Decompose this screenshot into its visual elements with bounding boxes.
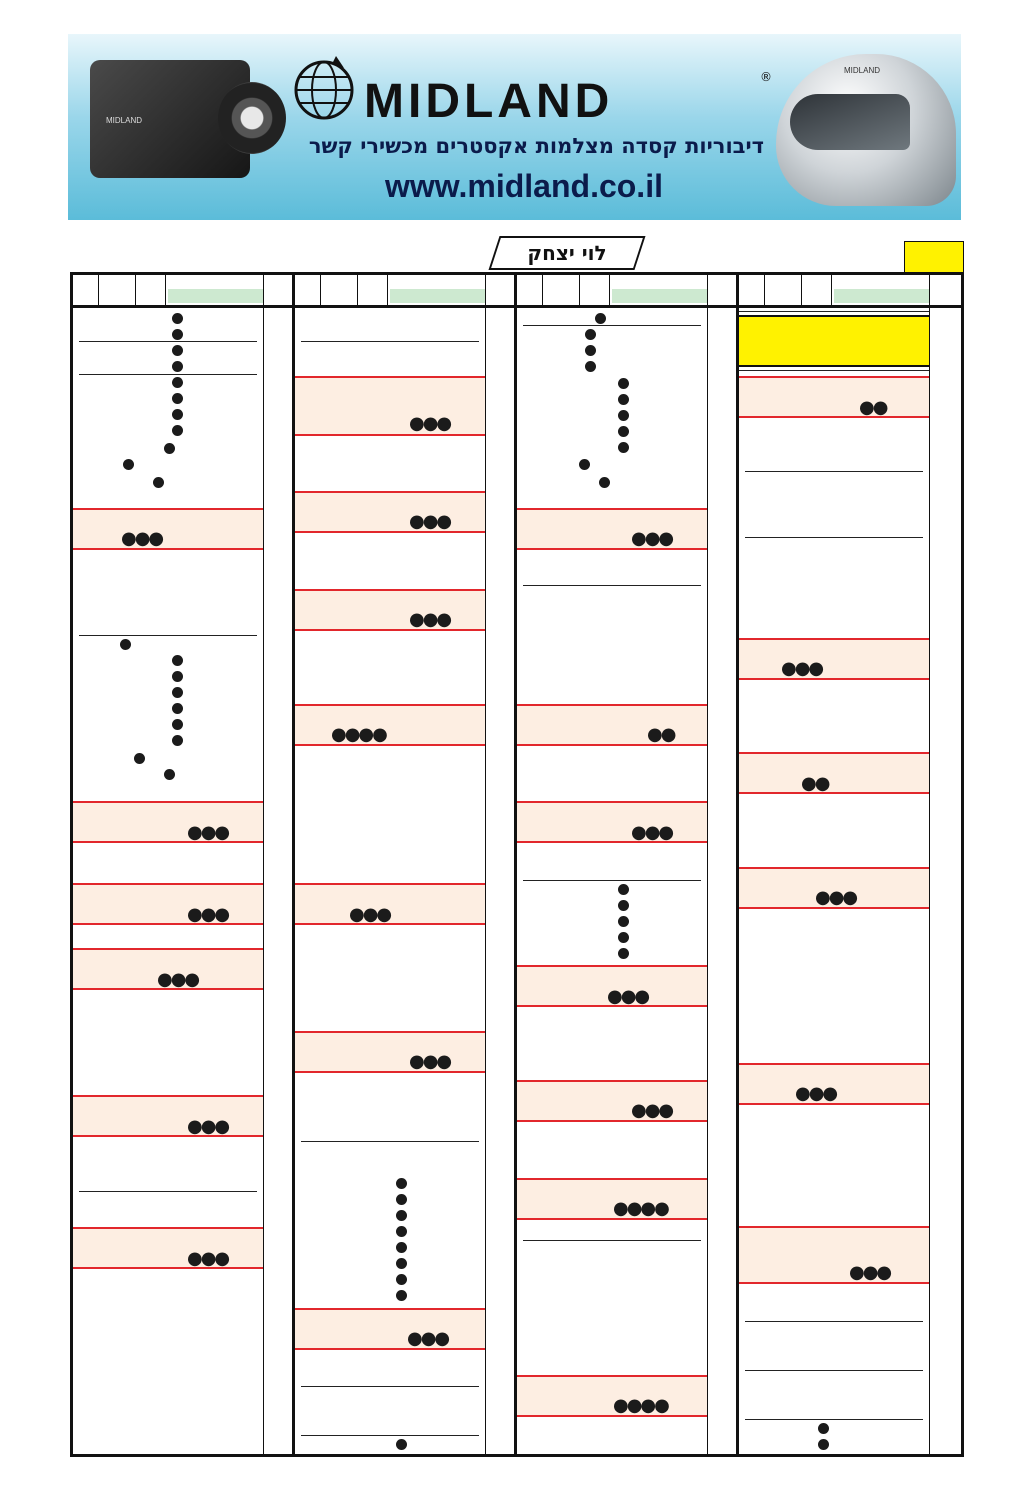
header-green-bar bbox=[612, 289, 707, 303]
bullet-dot bbox=[818, 1439, 829, 1450]
header-cell-divider bbox=[387, 275, 388, 305]
bullet-dot bbox=[599, 477, 610, 488]
text-rule bbox=[745, 1321, 923, 1322]
author-label bbox=[488, 236, 645, 270]
bullet-dot bbox=[172, 393, 183, 404]
banner-url-link[interactable]: www.midland.co.il bbox=[385, 168, 663, 204]
bullet-dots: ●●●● bbox=[331, 724, 386, 745]
header-cell-divider bbox=[165, 275, 166, 305]
margin-rule bbox=[707, 275, 708, 1455]
highlight-band bbox=[517, 1080, 707, 1122]
camera-logo-text: MIDLAND bbox=[106, 116, 143, 125]
bullet-dots: ●●● bbox=[631, 1100, 673, 1121]
text-rule bbox=[523, 880, 701, 881]
bullet-dots: ●●● bbox=[849, 1262, 891, 1283]
header-cell-divider bbox=[609, 275, 610, 305]
header-green-bar bbox=[834, 289, 929, 303]
bullet-dots: ●●● bbox=[409, 511, 451, 532]
bullet-dots: ●●● bbox=[187, 1116, 229, 1137]
bullet-dot bbox=[618, 916, 629, 927]
highlight-band bbox=[517, 704, 707, 746]
bullet-dots: ●●●● bbox=[613, 1395, 668, 1416]
advertisement-banner[interactable] bbox=[68, 34, 961, 220]
bullet-dots: ●●● bbox=[631, 528, 673, 549]
bullet-dots: ●●● bbox=[407, 1328, 449, 1349]
text-rule bbox=[79, 1191, 257, 1192]
bullet-dots: ●● bbox=[647, 724, 675, 745]
column-divider bbox=[292, 275, 295, 1455]
bullet-dots: ●● bbox=[859, 397, 887, 418]
bullet-dot bbox=[172, 719, 183, 730]
bullet-dot bbox=[172, 361, 183, 372]
text-rule bbox=[523, 1240, 701, 1241]
bullet-dot bbox=[396, 1274, 407, 1285]
highlight-band bbox=[295, 1031, 485, 1073]
bullet-dot bbox=[396, 1439, 407, 1450]
margin-rule bbox=[929, 275, 930, 1455]
header-cell-divider bbox=[135, 275, 136, 305]
bullet-dot bbox=[396, 1194, 407, 1205]
column-divider bbox=[514, 275, 517, 1455]
bullet-dots: ●●● bbox=[795, 1083, 837, 1104]
bullet-dot bbox=[396, 1226, 407, 1237]
highlight-band bbox=[73, 801, 263, 843]
header-cell-divider bbox=[579, 275, 580, 305]
highlight-band bbox=[295, 1308, 485, 1350]
bullet-dot bbox=[396, 1290, 407, 1301]
bullet-dot bbox=[172, 703, 183, 714]
text-rule bbox=[745, 1419, 923, 1420]
bullet-dot bbox=[396, 1210, 407, 1221]
bullet-dot bbox=[618, 884, 629, 895]
highlight-band bbox=[517, 801, 707, 843]
bullet-dots: ●●● bbox=[409, 609, 451, 630]
bullet-dot bbox=[172, 671, 183, 682]
bullet-dots: ●●● bbox=[349, 904, 391, 925]
bullet-dot bbox=[396, 1258, 407, 1269]
header-cell-divider bbox=[320, 275, 321, 305]
header-green-bar bbox=[390, 289, 485, 303]
highlight-band bbox=[73, 1095, 263, 1137]
bullet-dot bbox=[579, 459, 590, 470]
bullet-dot bbox=[595, 313, 606, 324]
globe-icon bbox=[286, 50, 362, 126]
bullet-dot bbox=[172, 735, 183, 746]
bullet-dot bbox=[818, 1423, 829, 1434]
highlight-band bbox=[517, 1178, 707, 1220]
bullet-dot bbox=[618, 378, 629, 389]
highlight-band bbox=[739, 752, 929, 794]
yellow-highlight-box bbox=[739, 315, 929, 367]
bullet-dot bbox=[618, 932, 629, 943]
highlight-band bbox=[739, 1226, 929, 1284]
bullet-dots: ●●●● bbox=[613, 1198, 668, 1219]
highlight-band bbox=[73, 508, 263, 550]
text-rule bbox=[301, 1141, 479, 1142]
text-rule bbox=[745, 537, 923, 538]
bullet-dot bbox=[585, 345, 596, 356]
bullet-dot bbox=[172, 687, 183, 698]
bullet-dot bbox=[172, 409, 183, 420]
text-rule bbox=[301, 1435, 479, 1436]
bullet-dot bbox=[172, 313, 183, 324]
highlight-band bbox=[739, 376, 929, 418]
header-rule bbox=[73, 305, 961, 308]
bullet-dot bbox=[618, 426, 629, 437]
bullet-dots: ●●● bbox=[157, 969, 199, 990]
margin-rule bbox=[485, 275, 486, 1455]
bullet-dot bbox=[164, 769, 175, 780]
bullet-dot bbox=[618, 948, 629, 959]
highlight-band bbox=[295, 491, 485, 533]
text-rule bbox=[523, 585, 701, 586]
header-cell-divider bbox=[98, 275, 99, 305]
highlight-band bbox=[295, 589, 485, 631]
bullet-dots: ●●● bbox=[781, 658, 823, 679]
bullet-dot bbox=[120, 639, 131, 650]
bullet-dot bbox=[164, 443, 175, 454]
highlight-band bbox=[295, 376, 485, 436]
highlight-band bbox=[73, 1227, 263, 1269]
header-cell-divider bbox=[764, 275, 765, 305]
header-cell-divider bbox=[357, 275, 358, 305]
bullet-dots: ●●● bbox=[409, 1051, 451, 1072]
banner-tagline: דיבוריות קסדה מצלמות אקסטרים מכשירי קשר bbox=[308, 134, 764, 158]
helmet-visor-image bbox=[790, 94, 910, 150]
bullet-dot bbox=[618, 442, 629, 453]
header-green-bar bbox=[168, 289, 263, 303]
text-rule bbox=[79, 341, 257, 342]
text-rule bbox=[79, 374, 257, 375]
bullet-dot bbox=[134, 753, 145, 764]
bullet-dot bbox=[123, 459, 134, 470]
bullet-dot bbox=[172, 329, 183, 340]
bullet-dot bbox=[172, 345, 183, 356]
bullet-dots: ●● bbox=[801, 773, 829, 794]
bullet-dots: ●●● bbox=[187, 822, 229, 843]
text-rule bbox=[301, 1386, 479, 1387]
bullet-dots: ●●● bbox=[815, 887, 857, 908]
author-name: לוי יצחק bbox=[527, 241, 607, 265]
bullet-dot bbox=[172, 377, 183, 388]
text-rule bbox=[739, 370, 929, 371]
bullet-dot bbox=[153, 477, 164, 488]
highlight-band bbox=[73, 883, 263, 925]
bullet-dots: ●●● bbox=[409, 413, 451, 434]
header-cell-divider bbox=[542, 275, 543, 305]
highlight-band bbox=[517, 508, 707, 550]
text-rule bbox=[301, 341, 479, 342]
text-rule bbox=[739, 311, 929, 312]
bullet-dot bbox=[618, 410, 629, 421]
bullet-dots: ●●● bbox=[121, 528, 163, 549]
bullet-dot bbox=[618, 900, 629, 911]
bullet-dots: ●●● bbox=[607, 986, 649, 1007]
bullet-dots: ●●● bbox=[631, 822, 673, 843]
bullet-dots: ●●● bbox=[187, 1248, 229, 1269]
margin-rule bbox=[263, 275, 264, 1455]
newspaper-page-grid bbox=[70, 272, 964, 1457]
header-cell-divider bbox=[801, 275, 802, 305]
bullet-dot bbox=[618, 394, 629, 405]
bullet-dot bbox=[585, 329, 596, 340]
highlight-band bbox=[517, 1375, 707, 1417]
text-rule bbox=[745, 1370, 923, 1371]
registered-mark: ® bbox=[760, 70, 772, 84]
highlight-band bbox=[295, 704, 485, 746]
bullet-dot bbox=[585, 361, 596, 372]
highlight-band bbox=[739, 638, 929, 680]
header-cell-divider bbox=[831, 275, 832, 305]
text-rule bbox=[745, 471, 923, 472]
bullet-dots: ●●● bbox=[187, 904, 229, 925]
brand-logo: MIDLAND bbox=[364, 75, 614, 128]
corner-highlight-box bbox=[904, 241, 964, 273]
bullet-dot bbox=[172, 655, 183, 666]
bullet-dot bbox=[396, 1242, 407, 1253]
text-rule bbox=[79, 635, 257, 636]
text-rule bbox=[523, 325, 701, 326]
bullet-dot bbox=[172, 425, 183, 436]
bullet-dot bbox=[396, 1178, 407, 1189]
helmet-logo-text: MIDLAND bbox=[844, 66, 881, 75]
